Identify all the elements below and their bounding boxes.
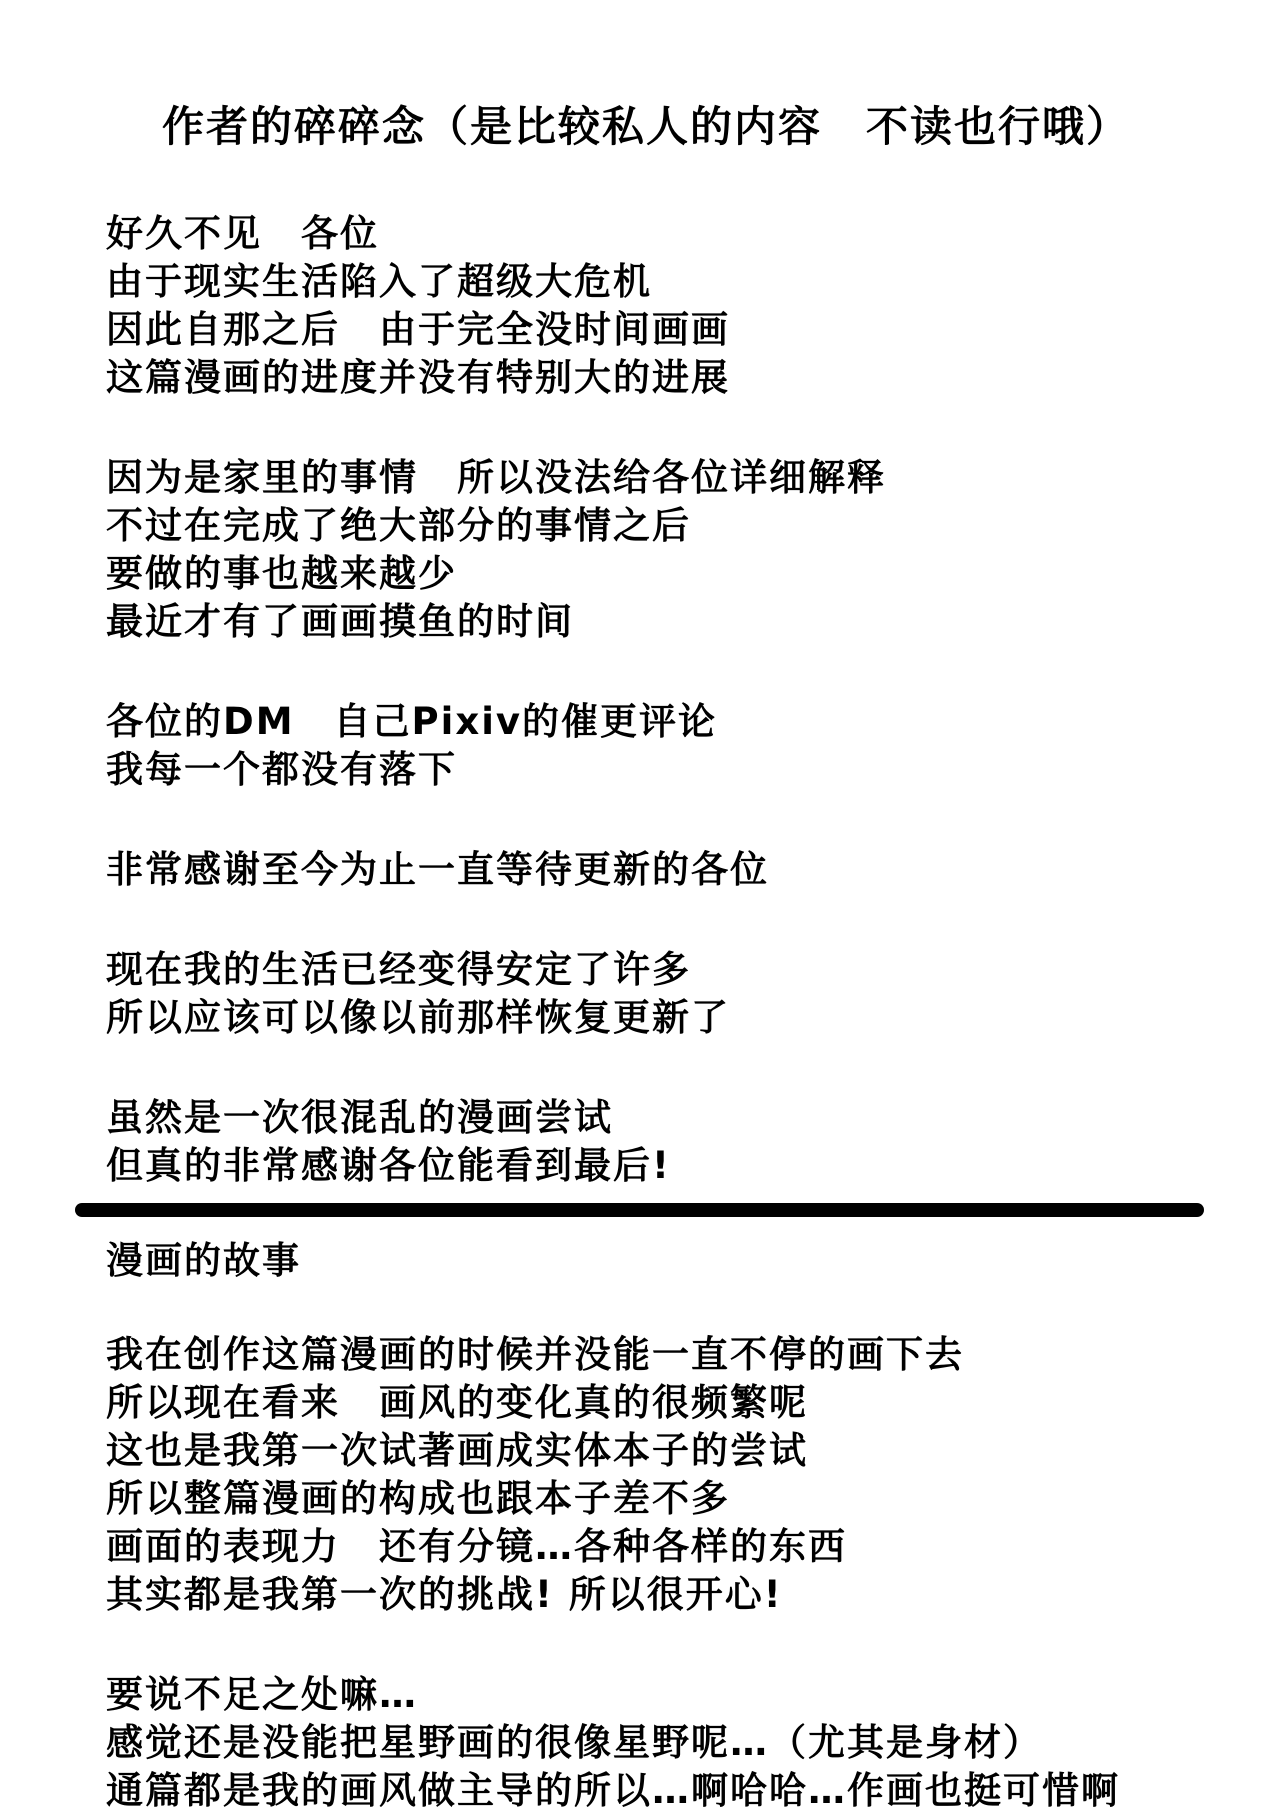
text-line: 要做的事也越来越少	[106, 552, 457, 595]
paragraph-intro-3	[106, 698, 1280, 794]
text-line: 不过在完成了绝大部分的事情之后	[106, 504, 691, 547]
text-line: 非常感谢至今为止一直等待更新的各位	[106, 848, 769, 891]
text-line: 好久不见 各位	[106, 212, 379, 255]
paragraph-story-1	[106, 1331, 1280, 1619]
section-heading-manga-story: 漫画的故事	[106, 1239, 301, 1282]
text-line: 画面的表现力 还有分镜…各种各样的东西	[106, 1525, 847, 1568]
text-line: 最近才有了画画摸鱼的时间	[106, 600, 574, 643]
paragraph-intro-2	[106, 454, 1280, 646]
text-line: 由于现实生活陷入了超级大危机	[106, 260, 652, 303]
text-line: 虽然是一次很混乱的漫画尝试	[106, 1096, 613, 1139]
text-line: 因为是家里的事情 所以没法给各位详细解释	[106, 456, 886, 499]
text-line: 所以整篇漫画的构成也跟本子差不多	[106, 1477, 730, 1520]
page-title: 作者的碎碎念（是比较私人的内容 不读也行哦）	[162, 102, 1131, 151]
text-line: 因此自那之后 由于完全没时间画画	[106, 308, 730, 351]
text-line: 通篇都是我的画风做主导的所以…啊哈哈…作画也挺可惜啊	[106, 1769, 1120, 1812]
text-line: 其实都是我第一次的挑战! 所以很开心!	[106, 1573, 783, 1616]
text-line: 感觉还是没能把星野画的很像星野呢…（尤其是身材）	[106, 1721, 1042, 1764]
text-line: 要说不足之处嘛…	[106, 1673, 418, 1716]
text-line: 但真的非常感谢各位能看到最后!	[106, 1144, 671, 1187]
paragraph-intro-6	[106, 1094, 1280, 1190]
text-line: 现在我的生活已经变得安定了许多	[106, 948, 691, 991]
text-line: 各位的DM 自己Pixiv的催更评论	[106, 700, 717, 743]
text-line: 所以应该可以像以前那样恢复更新了	[106, 996, 730, 1039]
paragraph-intro-1	[106, 210, 1280, 402]
text-line: 这也是我第一次试著画成实体本子的尝试	[106, 1429, 808, 1472]
text-line: 所以现在看来 画风的变化真的很频繁呢	[106, 1381, 808, 1424]
paragraph-story-2	[106, 1671, 1280, 1815]
paragraph-intro-5	[106, 946, 1280, 1042]
text-line: 这篇漫画的进度并没有特别大的进展	[106, 356, 730, 399]
text-line: 我每一个都没有落下	[106, 748, 457, 791]
section-divider	[75, 1203, 1204, 1217]
paragraph-intro-4	[106, 846, 1280, 894]
text-line: 我在创作这篇漫画的时候并没能一直不停的画下去	[106, 1333, 964, 1376]
